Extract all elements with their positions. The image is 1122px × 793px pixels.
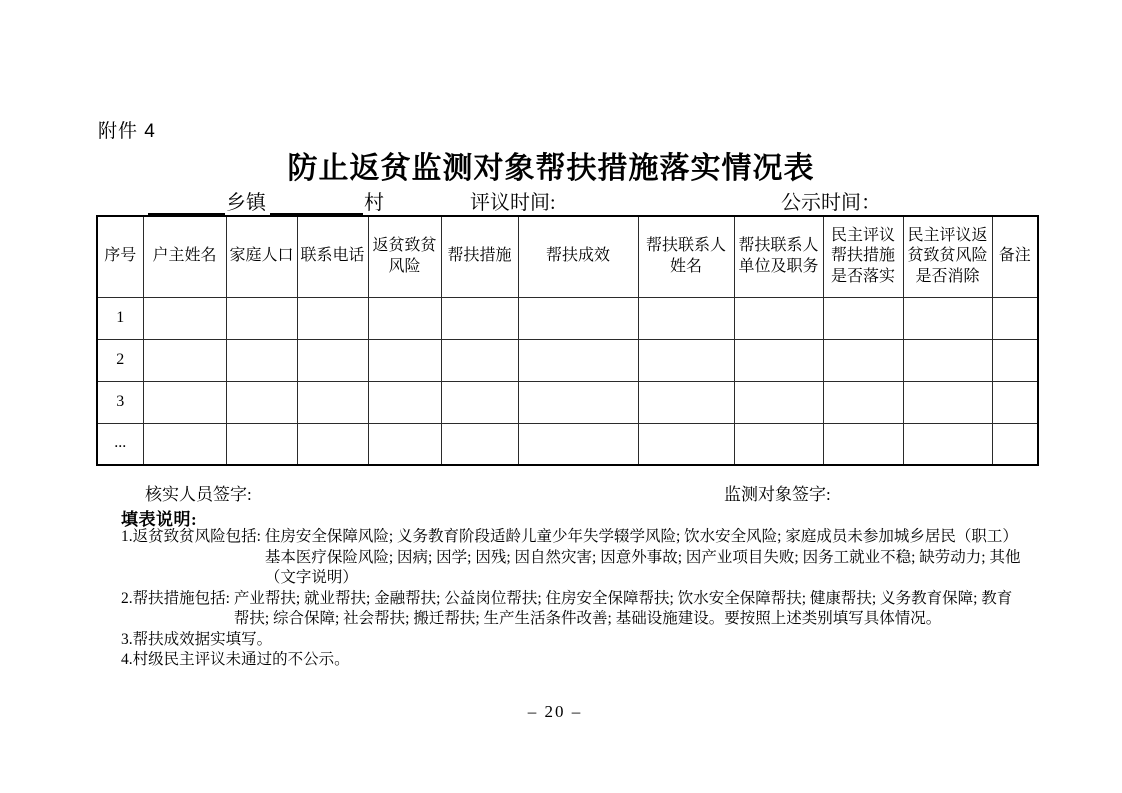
empty-cell[interactable] <box>518 423 638 465</box>
note-item-3 <box>121 630 1022 651</box>
empty-cell[interactable] <box>992 381 1038 423</box>
note-item-4 <box>121 650 1022 671</box>
empty-cell[interactable] <box>734 297 823 339</box>
signature-row <box>0 480 1122 502</box>
village-suffix-label: 村 <box>364 192 384 214</box>
review-time-label: 评议时间: <box>470 192 556 214</box>
empty-cell[interactable] <box>823 381 903 423</box>
empty-cell[interactable] <box>143 339 226 381</box>
empty-cell[interactable] <box>638 381 734 423</box>
table-row <box>97 423 1038 465</box>
empty-cell[interactable] <box>903 297 992 339</box>
monitored-subject-signature-label: 监测对象签字: <box>724 485 831 504</box>
empty-cell[interactable] <box>734 423 823 465</box>
table-header <box>97 216 1038 297</box>
empty-cell[interactable] <box>143 381 226 423</box>
empty-cell[interactable] <box>297 339 368 381</box>
empty-cell[interactable] <box>823 423 903 465</box>
empty-cell[interactable] <box>368 423 441 465</box>
notes-section <box>121 527 1022 671</box>
empty-cell[interactable] <box>518 297 638 339</box>
form-header-line <box>0 188 1122 215</box>
table-body <box>97 297 1038 465</box>
publicity-time-label: 公示时间： <box>781 192 881 214</box>
empty-cell[interactable] <box>823 339 903 381</box>
note-label: 3. <box>121 630 133 648</box>
empty-cell[interactable] <box>368 339 441 381</box>
row-index-cell: 2 <box>97 339 143 381</box>
page-number: – 20 – <box>527 702 583 721</box>
empty-cell[interactable] <box>903 423 992 465</box>
empty-cell[interactable] <box>226 339 297 381</box>
empty-cell[interactable] <box>992 339 1038 381</box>
row-index-cell: ... <box>97 423 143 465</box>
col-header-family-size: 家庭人口 <box>226 216 297 297</box>
empty-cell[interactable] <box>638 297 734 339</box>
note-text: 帮扶成效据实填写。 <box>132 630 273 648</box>
note-label: 1.返贫致贫风险包括: <box>121 528 265 545</box>
monitoring-measures-table <box>96 215 1039 466</box>
empty-cell[interactable] <box>441 423 518 465</box>
col-header-household-name: 户主姓名 <box>143 216 226 297</box>
empty-cell[interactable] <box>638 339 734 381</box>
empty-cell[interactable] <box>903 381 992 423</box>
empty-cell[interactable] <box>441 381 518 423</box>
village-blank-field[interactable] <box>270 191 363 215</box>
empty-cell[interactable] <box>518 381 638 423</box>
note-item-1 <box>121 527 1022 589</box>
township-blank-field[interactable] <box>148 191 225 215</box>
col-header-index: 序号 <box>97 216 143 297</box>
col-header-remarks: 备注 <box>992 216 1038 297</box>
empty-cell[interactable] <box>226 381 297 423</box>
note-label: 4. <box>121 651 133 668</box>
col-header-phone: 联系电话 <box>297 216 368 297</box>
empty-cell[interactable] <box>368 297 441 339</box>
empty-cell[interactable] <box>441 297 518 339</box>
empty-cell[interactable] <box>992 423 1038 465</box>
attachment-label: 附件 4 <box>98 121 156 142</box>
empty-cell[interactable] <box>226 423 297 465</box>
note-text: 住房安全保障风险; 义务教育阶段适龄儿童少年失学辍学风险; 饮水安全风险; 家庭成员未参加城乡居民（职工）基本医疗保险风险; 因病; 因学; 因残; 因自然灾害; 因意外事故; 因产业项目失败; 因务工就业不稳; 缺劳动力; 其他（文字说明） <box>264 528 1021 586</box>
col-header-review-risk-eliminated: 民主评议返贫致贫风险是否消除 <box>903 216 992 297</box>
notes-heading: 填表说明: <box>121 510 198 529</box>
table-row <box>97 381 1038 423</box>
col-header-poverty-risk: 返贫致贫风险 <box>368 216 441 297</box>
col-header-contact-unit-position: 帮扶联系人单位及职务 <box>734 216 823 297</box>
empty-cell[interactable] <box>143 297 226 339</box>
empty-cell[interactable] <box>297 423 368 465</box>
note-text: 村级民主评议未通过的不公示。 <box>132 651 350 668</box>
empty-cell[interactable] <box>734 381 823 423</box>
empty-cell[interactable] <box>143 423 226 465</box>
empty-cell[interactable] <box>638 423 734 465</box>
empty-cell[interactable] <box>992 297 1038 339</box>
empty-cell[interactable] <box>518 339 638 381</box>
township-suffix-label: 乡镇 <box>226 192 266 214</box>
row-index-cell: 1 <box>97 297 143 339</box>
row-index-cell: 3 <box>97 381 143 423</box>
col-header-review-measures-implemented: 民主评议帮扶措施是否落实 <box>823 216 903 297</box>
note-label: 2.帮扶措施包括: <box>121 589 234 607</box>
col-header-assistance-measures: 帮扶措施 <box>441 216 518 297</box>
note-text: 产业帮扶; 就业帮扶; 金融帮扶; 公益岗位帮扶; 住房安全保障帮扶; 饮水安全保障帮扶; 健康帮扶; 义务教育保障; 教育帮扶; 综合保障; 社会帮扶; 搬迁帮扶; 生产生活条件改善; 基础设施建设。要按照上述类别填写具体情况。 <box>233 589 1013 627</box>
empty-cell[interactable] <box>823 297 903 339</box>
verifier-signature-label: 核实人员签字: <box>145 485 252 504</box>
page-title: 防止返贫监测对象帮扶措施落实情况表 <box>287 152 815 185</box>
col-header-contact-name: 帮扶联系人姓名 <box>638 216 734 297</box>
table-row <box>97 339 1038 381</box>
empty-cell[interactable] <box>368 381 441 423</box>
empty-cell[interactable] <box>226 297 297 339</box>
note-item-2 <box>121 589 1022 630</box>
empty-cell[interactable] <box>297 297 368 339</box>
table-header-row <box>97 216 1038 297</box>
empty-cell[interactable] <box>734 339 823 381</box>
col-header-assistance-results: 帮扶成效 <box>518 216 638 297</box>
empty-cell[interactable] <box>903 339 992 381</box>
empty-cell[interactable] <box>441 339 518 381</box>
empty-cell[interactable] <box>297 381 368 423</box>
table-row <box>97 297 1038 339</box>
